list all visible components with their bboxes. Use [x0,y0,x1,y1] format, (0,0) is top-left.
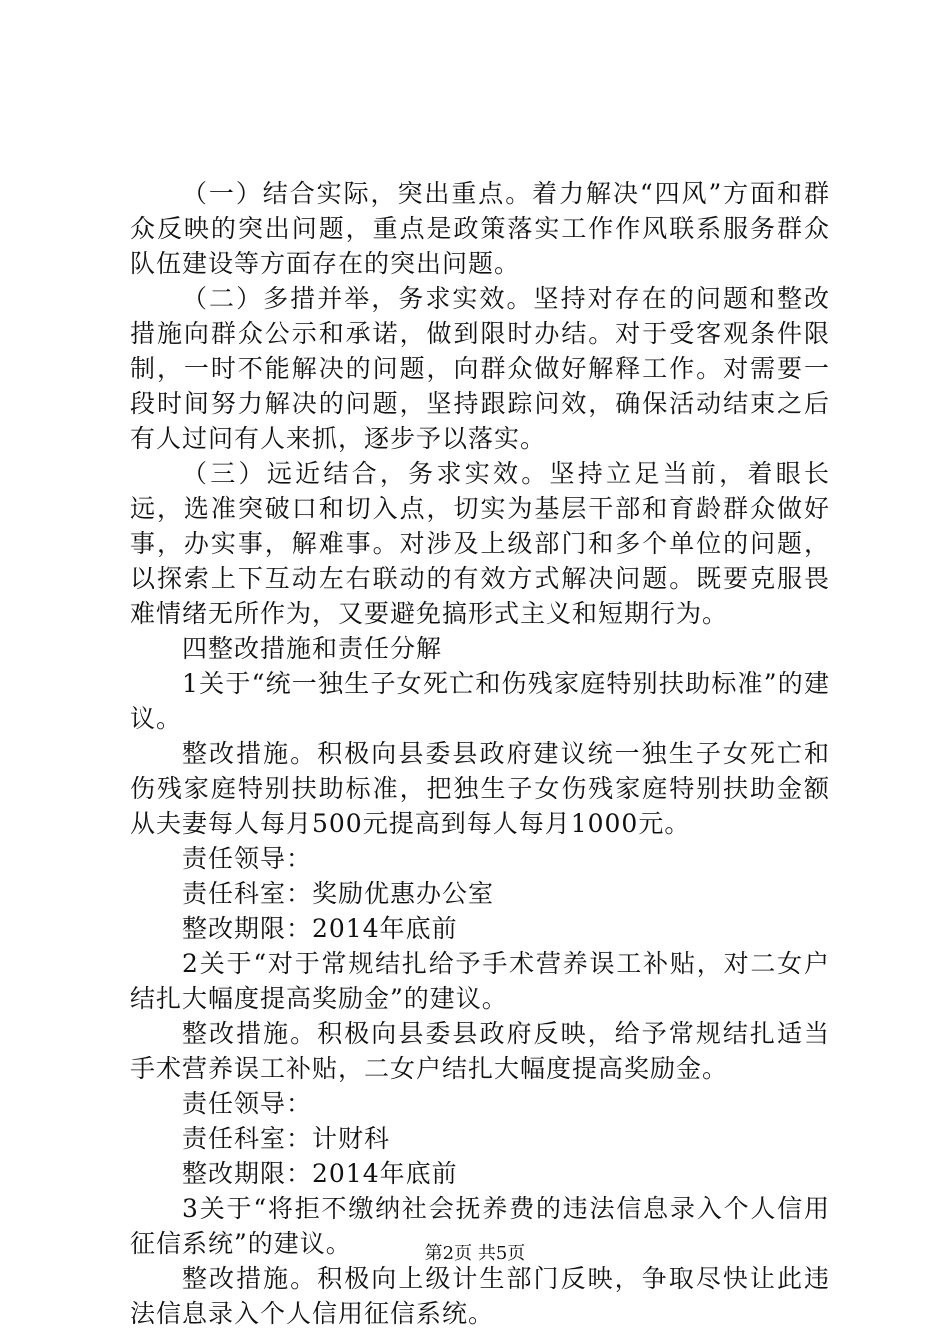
item-1-deadline: 整改期限：2014年底前 [182,914,458,943]
page-total: 共5页 [477,1243,526,1264]
page-footer [0,1242,950,1266]
item-2-department: 责任科室：计财科 [182,1124,391,1153]
section-heading: 四整改措施和责任分解 [182,634,443,663]
item-3-measures: 整改措施。积极向上级计生部门反映，争取尽快让此违法信息录入个人信用征信系统。 [130,1264,830,1328]
item-3-title: 3关于“将拒不缴纳社会抚养费的违法信息录入个人信用征信系统”的建议。 [130,1194,830,1258]
item-2-measures: 整改措施。积极向县委县政府反映，给予常规结扎适当手术营养误工补贴，二女户结扎大幅度提高奖励金。 [130,1019,830,1083]
item-1-department: 责任科室：奖励优惠办公室 [182,879,495,908]
item-1-measures: 整改措施。积极向县委县政府建议统一独生子女死亡和伤残家庭特别扶助标准，把独生子女伤残家庭特别扶助金额从夫妻每人每月500元提高到每人每月1000元。 [130,739,830,838]
item-1-leader: 责任领导： [182,844,313,873]
paragraph-1: （一）结合实际，突出重点。着力解决“四风”方面和群众反映的突出问题，重点是政策落实工作作风联系服务群众队伍建设等方面存在的突出问题。 [130,179,830,278]
page-number: 第2页 [424,1243,473,1264]
document-body [130,176,830,1331]
paragraph-3: （三）远近结合，务求实效。坚持立足当前，着眼长远，选准突破口和切入点，切实为基层干部和育龄群众做好事，办实事，解难事。对涉及上级部门和多个单位的问题，以探索上下互动左右联动的有效方式解决问题。既要克服畏难情绪无所作为，又要避免搞形式主义和短期行为。 [130,459,830,628]
paragraph-2: （二）多措并举，务求实效。坚持对存在的问题和整改措施向群众公示和承诺，做到限时办结。对于受客观条件限制，一时不能解决的问题，向群众做好解释工作。对需要一段时间努力解决的问题，坚持跟踪问效，确保活动结束之后有人过问有人来抓，逐步予以落实。 [130,284,830,453]
item-2-title: 2关于“对于常规结扎给予手术营养误工补贴，对二女户结扎大幅度提高奖励金”的建议。 [130,949,830,1013]
item-2-leader: 责任领导： [182,1089,313,1118]
item-1-title: 1关于“统一独生子女死亡和伤残家庭特别扶助标准”的建议。 [130,669,830,733]
item-2-deadline: 整改期限：2014年底前 [182,1159,458,1188]
